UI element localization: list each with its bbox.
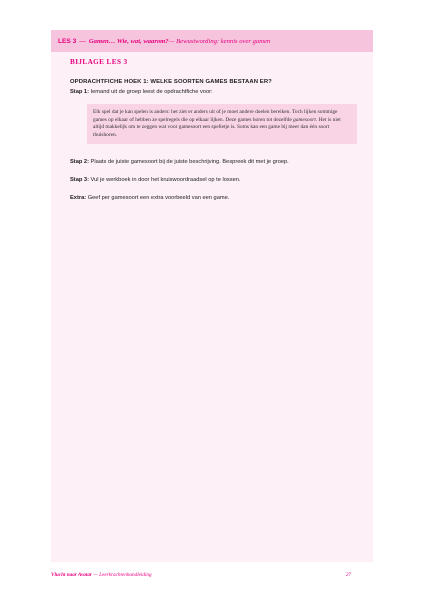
step-1-text: Iemand uit de groep leest de opdrachtfiche voor: [88,89,213,95]
step-2 [70,158,360,166]
step-3-label: Stap 3: [70,177,89,184]
step-2-text: Plaats de juiste gamesoort bij de juiste beschrijving. Bespreek dit met je groep. [88,159,289,166]
lesson-number: LES 3 [58,37,77,45]
main-content [70,58,360,202]
quote-text-2: . Het is niet altijd makkelijk om te zeggen wat voor gamesoort een spelletje is. Soms kan een game bij meer dan één soort thuishoren. [93,116,341,138]
lesson-title: Gamen… Wie, wat, waarom? [88,37,169,45]
footer-separator: — [91,572,100,578]
step-2-label: Stap 2: [70,159,89,166]
appendix-heading: BIJLAGE LES 3 [70,58,128,66]
extra-label: Extra: [70,195,87,202]
footer-subtitle: Leerkrachtenhandleiding [99,572,152,578]
quote-italic-term: gamesoort [293,116,316,123]
section-title: OPDRACHTFICHE HOEK 1: WELKE SOORTEN GAMES BESTAAN ER? [70,79,272,85]
page-footer [51,572,373,578]
quote-box [87,104,357,144]
step-3-text: Vul je werkboek in door het kruiswoordraadsel op te lossen. [88,177,241,184]
lesson-subtitle: — Bewustwording: kennis over gamen [168,37,271,45]
page-number: 27 [345,572,351,578]
quote-text-1: Elk spel dat je kan spelen is anders: het ziet er anders uit of je moet andere doelen bereiken. Toch lijken sommige games op elkaar of hebben ze spelregels die op elkaar lijken. Deze games horen tot dezelfde [93,109,338,123]
step-1-label: Stap 1: [70,89,89,95]
step-1 [70,88,360,96]
extra-step [70,194,360,202]
footer-book-title: Vlucht naar Avatar [51,572,92,578]
header-dash: — [79,37,86,45]
extra-text: Geef per gamesoort een extra voorbeeld van een game. [86,195,230,202]
lesson-header [51,30,373,52]
footer-book-info [51,572,152,578]
step-3 [70,176,360,184]
